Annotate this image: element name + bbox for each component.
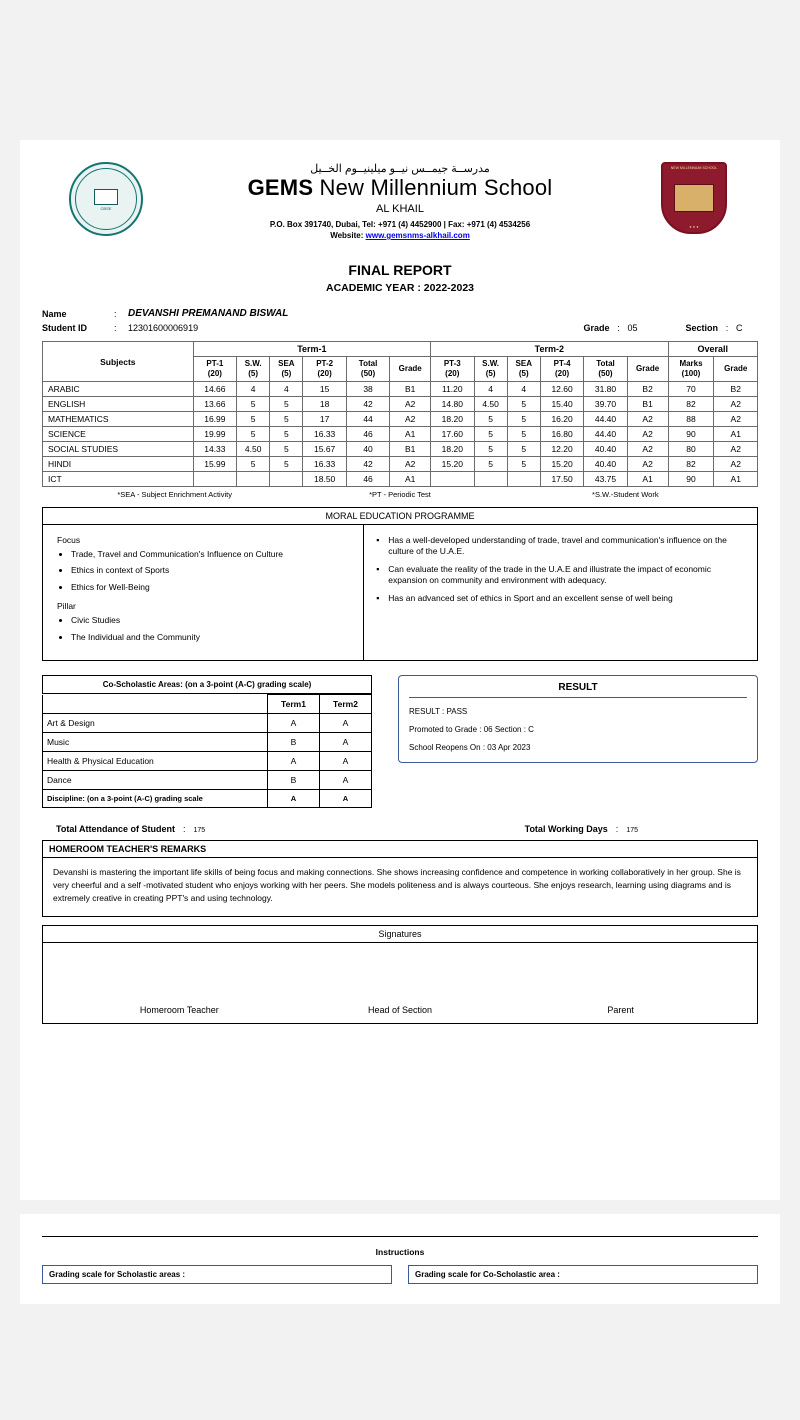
mark-cell: 5 (237, 427, 270, 442)
school-name-rest: New Millennium School (313, 175, 553, 200)
marks-legend (42, 490, 758, 499)
signature-parent: Parent (607, 1004, 634, 1015)
subject-name: HINDI (43, 457, 194, 472)
term2-header: Term-2 (431, 342, 668, 357)
mark-cell: 82 (668, 397, 714, 412)
subject-name: SCIENCE (43, 427, 194, 442)
signature-labels (43, 1005, 757, 1023)
table-row (43, 714, 372, 733)
table-row (43, 752, 372, 771)
result-box (398, 675, 758, 763)
working-days-colon: : (615, 824, 619, 834)
subject-name: MATHEMATICS (43, 412, 194, 427)
co-scholastic-head (43, 695, 372, 714)
mark-cell: 4 (270, 382, 303, 397)
co-term1-grade: A (268, 752, 320, 771)
subject-name: ICT (43, 472, 194, 487)
mark-cell: 14.80 (431, 397, 474, 412)
subject-name: ARABIC (43, 382, 194, 397)
co-scholastic-area: Health & Physical Education (43, 752, 268, 771)
mark-cell: 43.75 (584, 472, 627, 487)
signatures-section (42, 925, 758, 1024)
mark-cell: 15.40 (540, 397, 583, 412)
mark-cell: 38 (346, 382, 389, 397)
page-title: FINAL REPORT (348, 262, 452, 278)
marks-subheader-cell: SEA (5) (507, 357, 540, 382)
mark-cell: 4.50 (237, 442, 270, 457)
outcome-item: ▪ Can evaluate the reality of the trade in the U.A.E and illustrate the impact of economic expansion on community and environment with adequacy. (376, 564, 745, 587)
marks-subheader-cell: Total (50) (346, 357, 389, 382)
mark-cell: A1 (714, 427, 758, 442)
overall-header: Overall (668, 342, 757, 357)
name-label: Name (42, 309, 67, 319)
mark-cell: 15.20 (540, 457, 583, 472)
mark-cell: 44 (346, 412, 389, 427)
mark-cell: A2 (390, 457, 431, 472)
co-scholastic-grading-title: Grading scale for Co-Scholastic area : (415, 1270, 560, 1279)
website-label: Website: (330, 231, 364, 240)
mark-cell (237, 472, 270, 487)
discipline-term1-grade: A (268, 790, 320, 808)
table-row (43, 733, 372, 752)
table-row (43, 412, 758, 427)
co-term1-header: Term1 (268, 695, 320, 714)
mark-cell: 16.33 (303, 427, 346, 442)
mark-cell: A1 (390, 472, 431, 487)
mark-cell: 5 (270, 412, 303, 427)
co-scholastic-header-row (43, 695, 372, 714)
mark-cell: B2 (714, 382, 758, 397)
mark-cell: 18.50 (303, 472, 346, 487)
mark-cell: 5 (474, 442, 507, 457)
co-term1-grade: A (268, 714, 320, 733)
page-divider (42, 1236, 758, 1237)
focus-item: • Ethics in context of Sports (71, 565, 353, 576)
co-scholastic-grading-box (408, 1265, 758, 1284)
signatures-title: Signatures (43, 926, 757, 943)
subjects-header: Subjects (43, 342, 194, 382)
mark-cell: 44.40 (584, 412, 627, 427)
mark-cell: 5 (237, 457, 270, 472)
marks-subheader-cell: Grade (390, 357, 431, 382)
mark-cell (507, 472, 540, 487)
marks-subheader-cell: Total (50) (584, 357, 627, 382)
mark-cell: A1 (714, 472, 758, 487)
mark-cell: 12.60 (540, 382, 583, 397)
mark-cell: A2 (627, 442, 668, 457)
working-days-block (525, 824, 638, 834)
mark-cell: 90 (668, 472, 714, 487)
document-header (42, 158, 758, 240)
mark-cell: A2 (390, 397, 431, 412)
table-row (43, 427, 758, 442)
legend-sw: *S.W.-Student Work (592, 490, 659, 499)
pillar-item: • The Individual and the Community (71, 632, 353, 643)
mark-cell: B2 (627, 382, 668, 397)
co-term2-grade: A (320, 771, 372, 790)
discipline-term2-grade: A (320, 790, 372, 808)
academic-year: ACADEMIC YEAR : 2022-2023 (325, 282, 475, 294)
pillar-list (71, 615, 353, 643)
student-id-label: Student ID (42, 323, 87, 333)
mark-cell: 15 (303, 382, 346, 397)
seal-text: CBSE (100, 205, 112, 211)
mark-cell: 40 (346, 442, 389, 457)
outcome-item: ▪ Has an advanced set of ethics in Sport and an excellent sense of well being (376, 593, 745, 604)
remarks-text: Devanshi is mastering the important life skills of being focus and making connections. She shows increasing confidence and competence in working collaboratively in her group. She is very cheerful and a self -motivated student who enjoys working with her peers. She models politeness and is always courteous. She enjoys research, learning using diagrams and is extremely creative in creating PPT's and using technology. (53, 867, 741, 904)
scholastic-grading-title: Grading scale for Scholastic areas : (49, 1270, 186, 1279)
mark-cell: B1 (627, 397, 668, 412)
mark-cell (270, 472, 303, 487)
focus-label: Focus (57, 535, 81, 545)
marks-subheader-cell: S.W. (5) (474, 357, 507, 382)
attendance-value: 175 (193, 827, 206, 834)
marks-subheader-cell: Grade (714, 357, 758, 382)
marks-subheader-cell: PT-3 (20) (431, 357, 474, 382)
mark-cell: 16.20 (540, 412, 583, 427)
marks-subheader-cell: Marks (100) (668, 357, 714, 382)
student-name-value: DEVANSHI PREMANAND BISWAL (128, 308, 289, 319)
mark-cell: 12.20 (540, 442, 583, 457)
mark-cell: 4 (237, 382, 270, 397)
header-text-block (154, 162, 646, 240)
mark-cell: 80 (668, 442, 714, 457)
school-crest-icon: NEW MILLENNIUM SCHOOL ★ ★ ★ (661, 162, 727, 234)
table-row (43, 382, 758, 397)
co-term2-header: Term2 (320, 695, 372, 714)
student-id-row (42, 323, 758, 333)
remarks-section (42, 840, 758, 917)
mark-cell: 17 (303, 412, 346, 427)
marks-table (42, 341, 758, 487)
student-id-value: 12301600006919 (128, 323, 199, 333)
mark-cell: 88 (668, 412, 714, 427)
mark-cell: 31.80 (584, 382, 627, 397)
co-term2-grade: A (320, 714, 372, 733)
co-term1-grade: B (268, 771, 320, 790)
mark-cell: A2 (714, 397, 758, 412)
discipline-label: Discipline: (on a 3-point (A-C) grading scale (43, 790, 268, 808)
mark-cell: 5 (474, 457, 507, 472)
mark-cell: 5 (270, 457, 303, 472)
campus-name: AL KHAIL (376, 203, 424, 215)
co-term2-grade: A (320, 733, 372, 752)
table-row (43, 771, 372, 790)
mark-cell: 44.40 (584, 427, 627, 442)
mark-cell: 5 (507, 427, 540, 442)
mark-cell: 13.66 (193, 397, 236, 412)
cbse-seal-icon (69, 162, 143, 236)
mark-cell: 18.20 (431, 412, 474, 427)
moral-education-body (43, 525, 757, 660)
mark-cell: 90 (668, 427, 714, 442)
moral-education-title: MORAL EDUCATION PROGRAMME (43, 508, 757, 525)
school-name (154, 175, 646, 201)
crest-top-text: NEW MILLENNIUM SCHOOL (670, 166, 718, 170)
marks-subheader-cell: Grade (627, 357, 668, 382)
mark-cell: 5 (507, 412, 540, 427)
co-scholastic-body (43, 714, 372, 808)
mark-cell: A2 (714, 412, 758, 427)
mark-cell: 5 (270, 442, 303, 457)
moral-education-section (42, 507, 758, 661)
subject-name: ENGLISH (43, 397, 194, 412)
focus-item: • Ethics for Well-Being (71, 582, 353, 593)
focus-item: • Trade, Travel and Communication's Influence on Culture (71, 549, 353, 560)
signature-head-of-section: Head of Section (367, 1004, 433, 1015)
mark-cell: 5 (237, 397, 270, 412)
pillar-label: Pillar (57, 601, 76, 612)
mark-cell: 40.40 (584, 457, 627, 472)
mark-cell: 46 (346, 472, 389, 487)
marks-header-row-1 (43, 342, 758, 357)
mark-cell: 42 (346, 457, 389, 472)
mark-cell: 5 (507, 457, 540, 472)
mark-cell: 15.20 (431, 457, 474, 472)
mark-cell: 4 (507, 382, 540, 397)
remarks-title: HOMEROOM TEACHER'S REMARKS (43, 841, 757, 858)
mark-cell: A2 (714, 457, 758, 472)
working-days-value: 175 (626, 827, 638, 834)
legend-pt: *PT - Periodic Test (369, 490, 431, 499)
co-scholastic-area: Art & Design (43, 714, 268, 733)
mark-cell: 11.20 (431, 382, 474, 397)
table-row (43, 457, 758, 472)
working-days-label: Total Working Days (524, 824, 608, 834)
section-colon: : (725, 323, 729, 333)
mark-cell: B1 (390, 442, 431, 457)
contact-line: P.O. Box 391740, Dubai, Tel: +971 (4) 4452900 | Fax: +971 (4) 4534256 (269, 220, 531, 229)
mark-cell: A2 (714, 442, 758, 457)
focus-list (71, 549, 353, 593)
website-line (154, 231, 646, 240)
attendance-row (42, 824, 758, 834)
mark-cell: 19.99 (193, 427, 236, 442)
mark-cell: 14.33 (193, 442, 236, 457)
table-row (43, 442, 758, 457)
mark-cell: 5 (507, 397, 540, 412)
co-scholastic-section (42, 675, 372, 808)
co-scholastic-area: Dance (43, 771, 268, 790)
school-seal-left (58, 162, 154, 236)
mark-cell: 18.20 (431, 442, 474, 457)
moral-focus-pillar (43, 525, 364, 660)
pillar-item: • Civic Studies (71, 615, 353, 626)
moral-outcomes (364, 525, 757, 660)
outcome-item: ▪ Has a well-developed understanding of trade, travel and communication's influence on the culture of the U.A.E. (376, 535, 745, 558)
mark-cell: 15.99 (193, 457, 236, 472)
co-term2-grade: A (320, 752, 372, 771)
instructions-page (20, 1214, 780, 1304)
signature-homeroom-teacher: Homeroom Teacher (139, 1004, 219, 1015)
grade-section-block (583, 323, 758, 333)
legend-sea: *SEA - Subject Enrichment Activity (117, 490, 232, 499)
result-status: RESULT : PASS (409, 707, 468, 716)
mark-cell (431, 472, 474, 487)
marks-table-body (43, 382, 758, 487)
mark-cell: 5 (507, 442, 540, 457)
mark-cell: 17.60 (431, 427, 474, 442)
marks-subheader-cell: S.W. (5) (237, 357, 270, 382)
mark-cell: 82 (668, 457, 714, 472)
marks-subheader-cell: PT-2 (20) (303, 357, 346, 382)
mark-cell: A2 (627, 457, 668, 472)
mark-cell: 14.66 (193, 382, 236, 397)
table-row (43, 472, 758, 487)
marks-subheader-cell: PT-4 (20) (540, 357, 583, 382)
grade-colon: : (617, 323, 620, 333)
mark-cell: 46 (346, 427, 389, 442)
mark-cell: 4.50 (474, 397, 507, 412)
section-value: C (736, 323, 743, 333)
mark-cell: A1 (390, 427, 431, 442)
mark-cell (193, 472, 236, 487)
website-link[interactable]: www.gemsnms-alkhail.com (365, 231, 470, 240)
section-label: Section (685, 323, 718, 333)
name-colon: : (114, 309, 117, 319)
marks-subheader-cell: SEA (5) (270, 357, 303, 382)
mark-cell: A1 (627, 472, 668, 487)
mark-cell: 5 (270, 427, 303, 442)
mark-cell: 4 (474, 382, 507, 397)
student-info (42, 308, 758, 333)
scholastic-grading-box (42, 1265, 392, 1284)
mark-cell: A2 (627, 412, 668, 427)
table-row (43, 397, 758, 412)
discipline-row (43, 790, 372, 808)
signature-space (43, 943, 757, 1005)
subject-name: SOCIAL STUDIES (43, 442, 194, 457)
attendance-label: Total Attendance of Student (56, 824, 175, 834)
mark-cell: A2 (390, 412, 431, 427)
school-name-arabic: مدرســة جيمــس نيــو ميلينيــوم الخــيل (310, 163, 490, 175)
mark-cell: 5 (474, 412, 507, 427)
student-name-row (42, 308, 758, 319)
co-scholastic-area: Music (43, 733, 268, 752)
mark-cell: 70 (668, 382, 714, 397)
school-name-brand: GEMS (247, 175, 314, 200)
grading-scales (42, 1265, 758, 1284)
result-promoted: Promoted to Grade : 06 Section : C (409, 725, 534, 734)
marks-table-head (43, 342, 758, 382)
outcome-list (376, 535, 745, 604)
result-title: RESULT (409, 682, 747, 698)
mark-cell: 15.67 (303, 442, 346, 457)
report-page (20, 140, 780, 1200)
school-crest-right (646, 162, 742, 234)
mark-cell: B1 (390, 382, 431, 397)
result-reopen: School Reopens On : 03 Apr 2023 (409, 743, 531, 752)
marks-subheader-cell: PT-1 (20) (193, 357, 236, 382)
mark-cell: 16.80 (540, 427, 583, 442)
mark-cell: 39.70 (584, 397, 627, 412)
mark-cell: 5 (237, 412, 270, 427)
mark-cell: 18 (303, 397, 346, 412)
mark-cell: 42 (346, 397, 389, 412)
instructions-title: Instructions (375, 1247, 425, 1257)
mark-cell: A2 (627, 427, 668, 442)
mark-cell: 5 (270, 397, 303, 412)
co-scholastic-title: Co-Scholastic Areas: (on a 3-point (A-C) grading scale) (42, 675, 372, 694)
student-id-colon: : (114, 323, 117, 333)
mark-cell: 16.99 (193, 412, 236, 427)
co-scholastic-result-row (42, 675, 758, 808)
co-term1-grade: B (268, 733, 320, 752)
grade-label: Grade (583, 323, 610, 333)
mark-cell: 16.33 (303, 457, 346, 472)
mark-cell: 17.50 (540, 472, 583, 487)
co-scholastic-table (42, 694, 372, 808)
grade-value: 05 (627, 323, 638, 333)
mark-cell (474, 472, 507, 487)
attendance-colon: : (183, 824, 186, 834)
mark-cell: 5 (474, 427, 507, 442)
term1-header: Term-1 (193, 342, 430, 357)
mark-cell: 40.40 (584, 442, 627, 457)
